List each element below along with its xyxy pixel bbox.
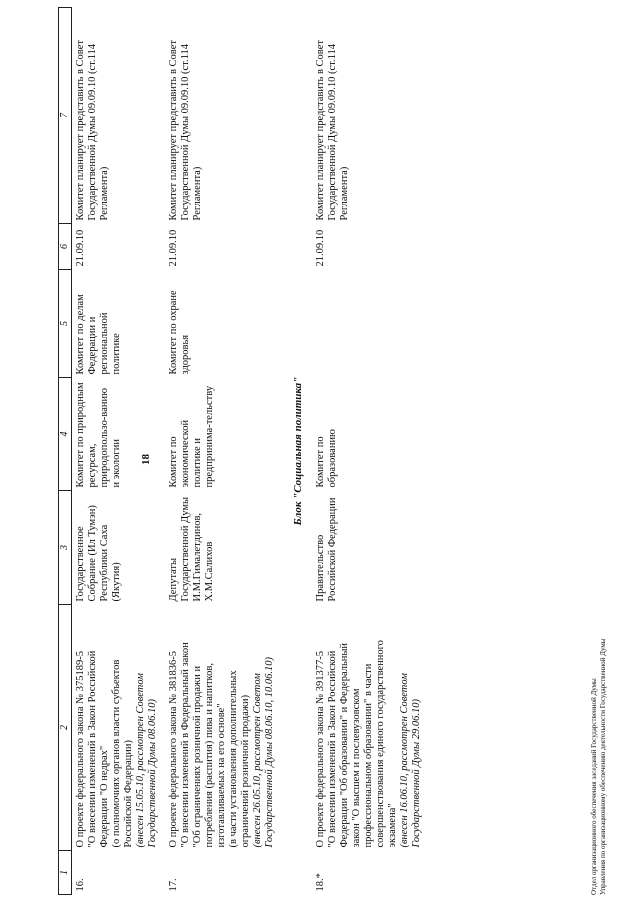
description-line: Федерации "Об образовании" и Федеральный (339, 642, 350, 848)
description-line: (в части установления дополнительных (228, 670, 239, 848)
description-line: "О внесении изменений в Закон Российской (87, 650, 98, 848)
description-line: Федерации "О недрах" (99, 745, 110, 848)
description-line: профессиональном образовании" в части (363, 663, 374, 848)
column-number-row (59, 8, 72, 895)
item-number: 17. (168, 878, 179, 892)
description-line: Государственной Думы 29.06.10) (411, 699, 422, 848)
col-6-header: 6 (59, 224, 72, 270)
item-number: 16. (75, 878, 86, 892)
item-number: 18.* (315, 873, 326, 892)
note-cell: Комитет планирует представить в Совет Государственной Думы 09.09.10 (ст.114 Регламента) (315, 40, 350, 221)
col-1-header: 1 (59, 851, 72, 895)
initiator-cell: Государственное Собрание (Ил Тумэн) Республики Саха (Якутия) (75, 505, 122, 602)
note-cell: Комитет планирует представить в Совет Государственной Думы 09.09.10 (ст.114 Регламента) (168, 40, 203, 221)
col-3-header: 3 (59, 491, 72, 605)
table-row (165, 8, 282, 895)
date-cell: 21.09.10 (315, 229, 326, 267)
block-title-social-policy: Блок "Социальная политика" (292, 376, 304, 526)
description-line: совершенствования единого государственного (375, 640, 386, 848)
initiator-cell: Правительство Российской Федерации (315, 497, 338, 602)
footer-line: Отдел организационного обеспечения заседаний Государственной Думы (590, 678, 598, 895)
description-line: О проекте федерального закона № 375189-5 (75, 650, 86, 848)
bill-description (312, 605, 429, 851)
description-line: О проекте федерального закона № 391377-5 (315, 650, 326, 848)
description-line: (внесен 26.05.10, рассмотрен Советом (252, 673, 263, 848)
co-executor-cell (312, 270, 429, 378)
col-7-header: 7 (59, 8, 72, 224)
description-line: "Об ограничениях розничной продажи и (192, 665, 203, 848)
bill-description (72, 605, 166, 851)
description-line: (внесен 15.05.10, рассмотрен Советом (135, 673, 146, 848)
description-line: Российской Федерации) (123, 740, 134, 848)
page-number: 18 (140, 454, 152, 465)
col-4-header: 4 (59, 378, 72, 491)
description-line: закон "О высшем и послевузовском (351, 688, 362, 848)
bills-table (58, 7, 429, 895)
description-line: ограничений розничной продажи) (240, 694, 251, 848)
description-line: О проекте федерального закона № 381836-5 (168, 650, 179, 848)
description-line: потребления (распития) пива и напитков, (204, 663, 215, 848)
initiator-cell: Депутаты Государственной Думы И.М.Гималетдинов, Х.М.Салихов (168, 496, 215, 602)
description-line: Государственной Думы 08.06.10) (147, 699, 158, 848)
co-executor-cell: Комитет по делам Федерации и региональной политике (75, 294, 122, 375)
description-line: (о полномочиях органов власти субъектов (111, 659, 122, 848)
col-5-header: 5 (59, 270, 72, 378)
description-line: Государственной Думы 08.06.10, 10.06.10) (264, 657, 275, 848)
co-executor-cell: Комитет по охране здоровья (168, 290, 191, 375)
note-cell: Комитет планирует представить в Совет Государственной Думы 09.09.10 (ст.114 Регламента) (75, 40, 110, 221)
responsible-committee-cell: Комитет по экономической политике и предпринима-тельству (168, 385, 215, 488)
footer-line: Управления по организационному обеспечению деятельности Государственной Думы (599, 638, 607, 895)
description-line: "О внесении изменений в Федеральный закон (180, 642, 191, 848)
description-line: изготавливаемых на его основе" (216, 703, 227, 848)
responsible-committee-cell: Комитет по природным ресурсам, природопользо-ванию и экологии (75, 382, 122, 488)
col-2-header: 2 (59, 605, 72, 851)
bill-description (165, 605, 282, 851)
date-cell: 21.09.10 (75, 229, 86, 267)
description-line: "О внесении изменений в Закон Российской (327, 650, 338, 848)
responsible-committee-cell: Комитет по образованию (315, 429, 338, 488)
date-cell: 21.09.10 (168, 229, 179, 267)
description-line: экзамена" (387, 803, 398, 848)
table-row (72, 8, 166, 895)
table-row (312, 8, 429, 895)
description-line: (внесен 16.06.10, рассмотрен Советом (399, 673, 410, 848)
footer (590, 639, 608, 895)
